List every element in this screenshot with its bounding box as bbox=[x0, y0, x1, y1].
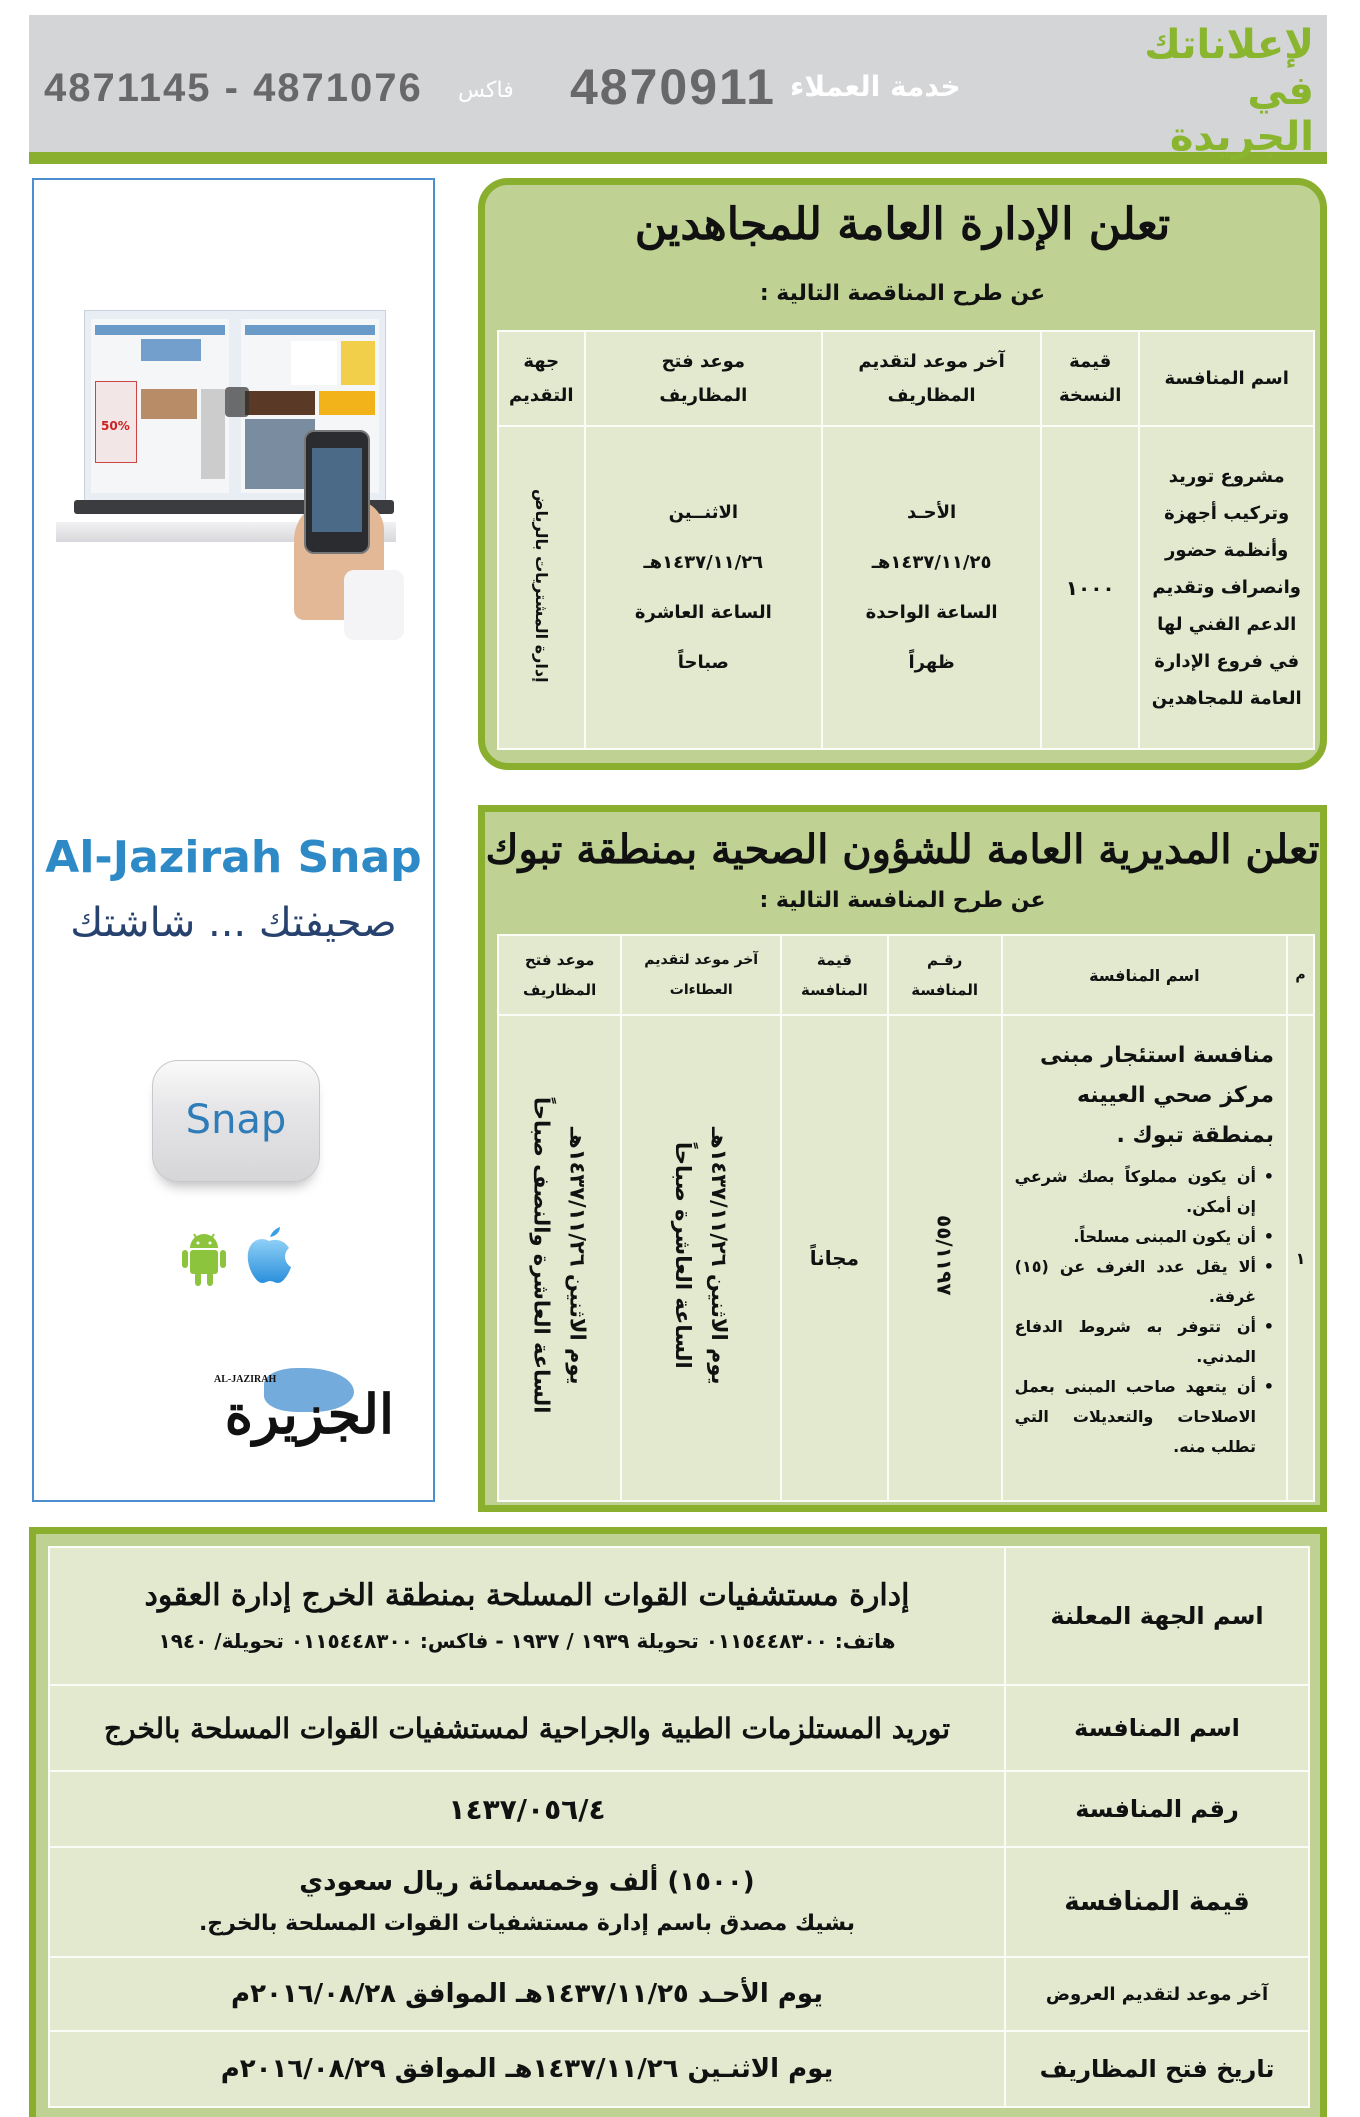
competition-title: منافسة استئجار مبنى مركز صحي العيينه بمنطقة تبوك . bbox=[1039, 1043, 1275, 1148]
label-competition-name: اسم المنافسة bbox=[1005, 1685, 1309, 1771]
col-competition-name: اسم المنافسة bbox=[1002, 935, 1287, 1015]
col-index: م bbox=[1287, 935, 1314, 1015]
label-competition-price: قيمة المنافسة bbox=[1005, 1847, 1309, 1957]
value-competition-name: توريد المستلزمات الطبية والجراحية لمستشفيات القوات المسلحة بالخرج bbox=[49, 1685, 1005, 1771]
cell-competition-name bbox=[1002, 1015, 1287, 1501]
value-competition-number: ١٤٣٧/٠٥٦/٤ bbox=[49, 1771, 1005, 1847]
col-submission-deadline: آخر موعد لتقديم المظاريف bbox=[822, 331, 1041, 426]
col-competition-name: اسم المنافسة bbox=[1139, 331, 1314, 426]
table-row bbox=[49, 2031, 1309, 2107]
ad1-table bbox=[497, 330, 1315, 750]
label-advertiser: اسم الجهة المعلنة bbox=[1005, 1547, 1309, 1685]
condition-item: • أن تتوفر به شروط الدفاع المدني. bbox=[1015, 1312, 1274, 1372]
value-opening-date: يوم الاثنـين ١٤٣٧/١١/٢٦هـ الموافق ٢٠١٦/٠٨/٢٩م bbox=[49, 2031, 1005, 2107]
col-copy-price: قيمة النسخة bbox=[1041, 331, 1139, 426]
col-submission-place: جهة التقديم bbox=[498, 331, 585, 426]
ad1-subtitle: عن طرح المناقصة التالية : bbox=[759, 281, 1046, 306]
newspaper-tv-image bbox=[74, 310, 394, 530]
col-bids-deadline: آخر موعد لتقديم العطاءات bbox=[621, 935, 781, 1015]
ad-tabuk-health-tender bbox=[478, 805, 1327, 1512]
ad-mujahideen-tender bbox=[478, 178, 1327, 770]
condition-item: • أن يكون مملوكاً بصك شرعي إن أمكن. bbox=[1015, 1162, 1274, 1222]
cell-bids-deadline: يوم الاثنين ١٤٣٧/١١/٢٦هـ الساعة العاشرة صباحاً bbox=[621, 1015, 781, 1501]
ad1-title: تعلن الإدارة العامة للمجاهدين bbox=[634, 199, 1171, 250]
col-competition-price: قيمة المنافسة bbox=[781, 935, 887, 1015]
ad3-table bbox=[48, 1546, 1310, 2108]
snap-app-label: Snap bbox=[185, 1097, 287, 1143]
cell-competition-price: مجاناً bbox=[781, 1015, 887, 1501]
ad2-subtitle: عن طرح المنافسة التالية : bbox=[759, 888, 1046, 913]
cell-submission-place: إدارة المشتريات بالرياض bbox=[498, 426, 585, 749]
table-header-row bbox=[498, 331, 1314, 426]
snap-title: Al-Jazirah Snap bbox=[45, 832, 422, 883]
table-row bbox=[49, 1685, 1309, 1771]
al-jazirah-logo: AL-JAZIRAH الجزيرة bbox=[194, 1360, 394, 1460]
ad2-table bbox=[497, 934, 1315, 1502]
cell-copy-price: ١٠٠٠ bbox=[1041, 426, 1139, 749]
sleeve bbox=[344, 570, 404, 640]
header-logo-line1: لإعلاناتك bbox=[1144, 22, 1314, 68]
cell-competition-name: مشروع توريد وتركيب أجهزة وأنظمة حضور وانصراف وتقديم الدعم الفني لها في فروع الإدارة العامة للمجاهدين bbox=[1139, 426, 1314, 749]
label-offers-deadline: آخر موعد لتقديم العروض bbox=[1005, 1957, 1309, 2031]
snap-app-button[interactable] bbox=[152, 1060, 320, 1182]
table-row bbox=[49, 1847, 1309, 1957]
table-header-row bbox=[498, 935, 1314, 1015]
value-offers-deadline: يوم الأحـد ١٤٣٧/١١/٢٥هـ الموافق ٢٠١٦/٠٨/٢٨م bbox=[49, 1957, 1005, 2031]
label-competition-number: رقم المنافسة bbox=[1005, 1771, 1309, 1847]
table-row bbox=[49, 1547, 1309, 1685]
customer-service-number: 4870911 bbox=[570, 59, 776, 115]
col-opening-date: موعد فتح المظاريف bbox=[585, 331, 823, 426]
snap-tagline: صحيفتك ... شاشتك bbox=[70, 900, 397, 946]
header-logo-line2: في الجريدة bbox=[1169, 68, 1314, 160]
cell-index: ١ bbox=[1287, 1015, 1314, 1501]
col-opening-date: موعد فتح المظاريف bbox=[498, 935, 621, 1015]
condition-item: • أن يكون المبنى مسلحاً. bbox=[1015, 1222, 1274, 1252]
table-row bbox=[49, 1771, 1309, 1847]
table-row bbox=[498, 1015, 1314, 1501]
cell-submission-deadline: الأحـد ١٤٣٧/١١/٢٥هـ الساعة الواحدة ظهراً bbox=[822, 426, 1041, 749]
table-row bbox=[49, 1957, 1309, 2031]
condition-item: • ألا يقل عدد الغرف عن (١٥) غرفة. bbox=[1015, 1252, 1274, 1312]
newspaper-page-left: 50% bbox=[91, 319, 229, 493]
cell-opening-date: الاثنــين ١٤٣٧/١١/٢٦هـ الساعة العاشرة صباحاً bbox=[585, 426, 823, 749]
value-advertiser: إدارة مستشفيات القوات المسلحة بمنطقة الخرج إدارة العقود هاتف: ٠١١٥٤٤٨٣٠٠ تحويلة ١٩٣٩ / ١٩٣٧ - فاكس: ٠١١٥٤٤٨٣٠٠ تحويلة/ ١٩٤٠ bbox=[49, 1547, 1005, 1685]
smartphone bbox=[304, 430, 370, 554]
android-icon[interactable] bbox=[182, 1230, 226, 1290]
apple-icon[interactable] bbox=[244, 1225, 294, 1285]
value-competition-price: (١٥٠٠) ألف وخمسمائة ريال سعودي بشيك مصدق باسم إدارة مستشفيات القوات المسلحة بالخرج. bbox=[49, 1847, 1005, 1957]
header-logo bbox=[1104, 22, 1314, 160]
ad2-title: تعلن المديرية العامة للشؤون الصحية بمنطقة تبوك bbox=[485, 826, 1320, 873]
col-competition-number: رقـم المنافسة bbox=[888, 935, 1002, 1015]
cell-competition-number: ٥٥/١١٩٧ bbox=[888, 1015, 1002, 1501]
conditions-list bbox=[1015, 1162, 1274, 1462]
condition-item: • أن يتعهد صاحب المبنى بعمل الاصلاحات والتعديلات التي تطلب منه. bbox=[1015, 1372, 1274, 1462]
ad-kharj-hospitals-tender bbox=[29, 1527, 1327, 2117]
customer-service-label: خدمة العملاء bbox=[790, 70, 961, 103]
fax-numbers: 4871145 - 4871076 bbox=[44, 66, 423, 110]
table-row bbox=[498, 426, 1314, 749]
label-opening-date: تاريخ فتح المظاريف bbox=[1005, 2031, 1309, 2107]
cell-opening-date: يوم الاثنين ١٤٣٧/١١/٢٦هـ الساعة العاشرة والنصف صباحاً bbox=[498, 1015, 621, 1501]
fax-label: فاكس bbox=[458, 78, 514, 103]
snap-promo-sidebar bbox=[32, 178, 435, 1502]
